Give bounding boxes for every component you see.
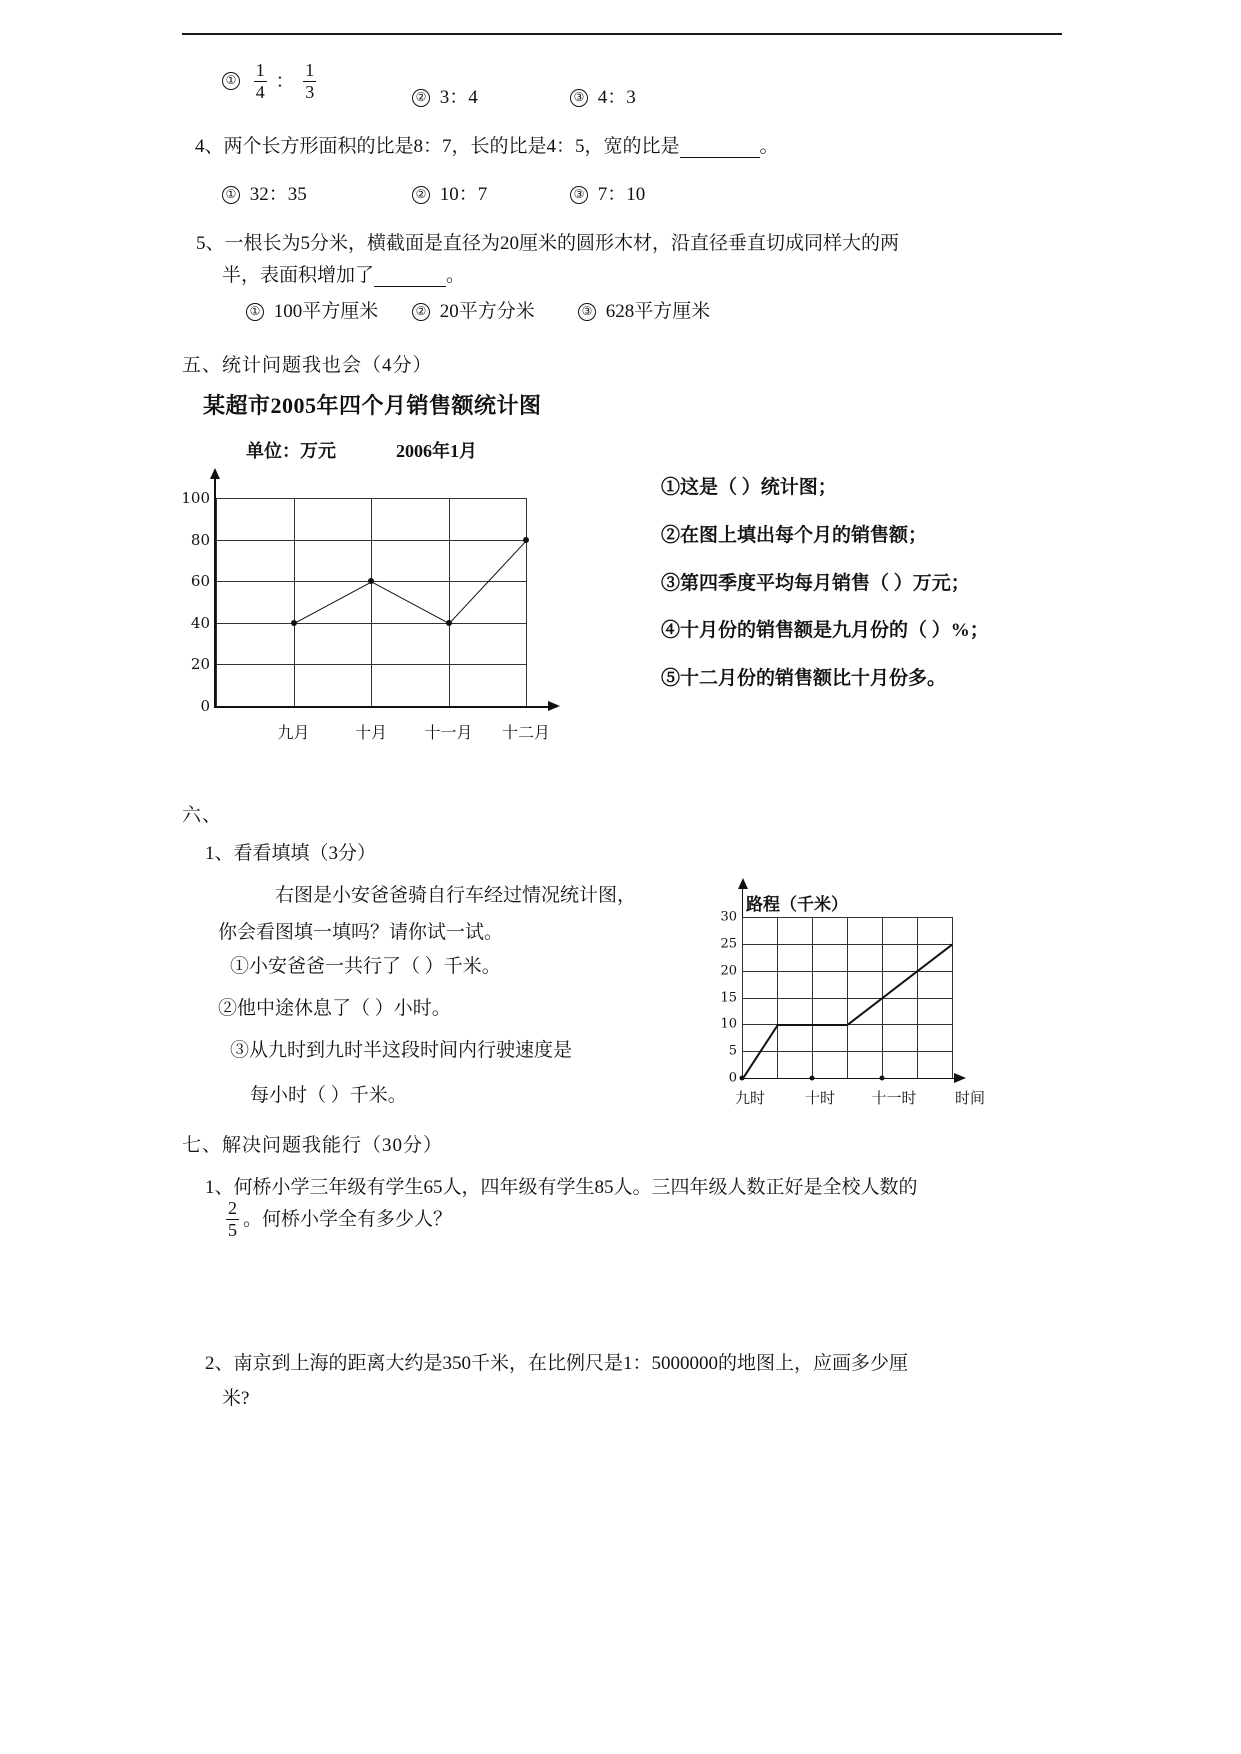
x-tick-label: 九时 [734,1091,766,1107]
q1-text: 何桥小学三年级有学生65人，四年级有学生85人。三四年级人数正好是全校人数的 [233,1177,918,1198]
option-text: 4：3 [597,87,636,108]
chart1-unit-label: 单位：万元 [246,441,336,461]
gridline-v5 [917,917,918,1078]
section6-paragraph-2: 你会看图填一填吗？请你试一试。 [218,922,504,943]
x-tick-label: 十月 [354,725,388,742]
q4-option-2 [412,179,487,206]
q4-text: 两个长方形面积的比是8：7，长的比是4：5，宽的比是 [223,136,680,157]
answer-blank[interactable] [374,286,446,287]
option-marker: ② [412,303,430,321]
y-tick-label: 60 [190,572,210,591]
fraction-denominator: 5 [228,1219,237,1240]
x-axis-arrow-icon [954,1073,966,1083]
section6-q1-title [205,838,376,865]
option-text: 628平方厘米 [605,301,711,322]
chart1-x-axis [214,706,550,708]
q3-option-1 [222,62,320,103]
y-tick-label: 40 [190,613,210,632]
x-tick-label: 九月 [277,725,310,742]
option-marker: ③ [570,186,588,204]
sales-line-chart [181,470,596,742]
q5-option-3 [578,296,710,323]
gridline-sep [371,498,372,706]
section7-q2-line2: 米? [222,1388,250,1409]
x-tick-label: 十一时 [871,1091,917,1107]
gridline-sep [294,498,295,706]
y-tick-label: 0 [728,1070,737,1086]
y-tick-label: 80 [190,530,210,549]
series-segment [847,944,953,1026]
fraction-one-third [301,61,318,102]
data-point [740,1076,745,1081]
q4-number: 4、 [195,136,224,157]
q4-stem [195,131,779,158]
x-tick-label: 十一月 [424,725,473,742]
q1-number: 1、 [205,1177,234,1198]
q1-number: 1、 [205,843,234,864]
y-tick-label: 25 [720,936,737,952]
y-tick-label: 30 [720,909,737,925]
y-tick-label: 20 [720,963,737,979]
option-text: 100平方厘米 [273,301,379,322]
section5-question-1: ①这是（ ）统计图； [661,477,837,498]
gridline-sep [526,498,527,706]
distance-time-chart [700,895,986,1115]
series-segment [371,581,449,623]
section6-item-3: ③从九时到九时半这段时间内行驶速度是 [230,1040,573,1061]
fraction-numerator: 1 [255,60,265,80]
gridline-v0 [742,917,743,1078]
q1-tail-text: 。何桥小学全有多少人？ [243,1208,453,1230]
chart1-title: 某超市2005年四个月销售额统计图 [203,393,542,418]
q1-title-text: 看看填填（3分） [233,843,377,864]
q5-option-2 [412,296,535,323]
chart2-title: 路程（千米） [746,895,848,914]
q4-option-1 [222,179,307,206]
ratio-separator: ： [275,70,295,92]
q5-stem-line2 [222,260,465,287]
gridline-v6 [952,917,953,1078]
answer-blank[interactable] [680,157,760,158]
series-segment [294,581,372,623]
y-tick-label: 100 [181,489,210,507]
x-axis-marker [880,1076,885,1081]
section6-paragraph-1: 右图是小安爸爸骑自行车经过情况统计图， [275,885,637,906]
x-tick-label: 十时 [804,1091,836,1107]
section-six-heading: 六、 [182,805,223,826]
q2-number: 2、 [205,1353,234,1374]
section7-q1-line2 [222,1200,452,1241]
option-marker: ③ [570,89,588,107]
gridline-v2 [812,917,813,1078]
fraction-numerator: 2 [228,1198,237,1218]
option-marker: ① [246,303,264,321]
option-marker: ① [222,72,240,90]
x-axis-arrow-icon [548,701,560,711]
header-rule [182,33,1062,35]
option-text: 32：35 [249,184,307,205]
option-text: 20平方分米 [439,301,535,322]
data-point [368,578,374,584]
fraction-numerator: 1 [305,60,315,80]
section-seven-heading: 七、解决问题我能行（30分） [182,1135,444,1156]
gridline-sep [449,498,450,706]
q5-text-b: 半，表面积增加了 [222,265,375,286]
q2-text: 南京到上海的距离大约是350千米，在比例尺是1：5000000的地图上，应画多少厘 [233,1353,909,1374]
section5-question-5: ⑤十二月份的销售额比十月份多。 [661,668,947,689]
fraction-denominator: 4 [255,81,265,102]
section-five-heading: 五、统计问题我也会（4分） [182,355,433,376]
x-axis-marker [810,1076,815,1081]
section6-item-2: ②他中途休息了（ ）小时。 [218,998,451,1019]
y-tick-label: 15 [720,990,737,1005]
fraction-denominator: 3 [305,81,315,102]
chart2-grid [720,909,986,1107]
section5-question-3: ③第四季度平均每月销售（ ）万元； [661,573,970,594]
q4-text-end: 。 [759,136,779,157]
option-text: 3：4 [439,87,478,108]
chart2-x-axis [742,1078,956,1079]
q3-option-2 [412,82,478,109]
section5-question-4: ④十月份的销售额是九月份的（ ）%； [661,620,989,641]
data-point [291,620,297,626]
option-text: 7：10 [597,184,646,205]
gridline-v0 [216,498,217,706]
q5-text: 一根长为5分米，横截面是直径为20厘米的圆形木材，沿直径垂直切成同样大的两 [224,233,900,254]
fraction-two-fifths [224,1199,241,1240]
chart1-date-label: 2006年1月 [396,441,477,461]
option-marker: ③ [578,303,596,321]
option-marker: ② [412,186,430,204]
q5-number: 5、 [196,233,225,254]
y-axis-arrow-icon [738,878,748,889]
series-segment-rest [777,1024,847,1026]
section6-item-4: 每小时（ ）千米。 [250,1085,407,1106]
q5-option-1 [246,296,378,323]
data-point [446,620,452,626]
x-tick-label: 十二月 [501,725,551,742]
y-tick-label: 0 [200,697,210,715]
q3-option-3 [570,82,636,109]
y-tick-label: 5 [728,1043,737,1059]
y-tick-label: 10 [720,1016,737,1032]
q4-option-3 [570,179,645,206]
fraction-one-quarter [252,61,269,102]
section7-q2-line1 [205,1348,908,1375]
section6-item-1: ①小安爸爸一共行了（ ）千米。 [230,956,501,977]
section7-q1-line1 [205,1172,918,1199]
gridline-v3 [847,917,848,1078]
data-point [523,537,529,543]
x-axis-label: 时间 [954,1091,986,1107]
q5-stem-line1 [196,228,899,255]
q5-text-end: 。 [446,265,466,286]
option-marker: ① [222,186,240,204]
section5-question-2: ②在图上填出每个月的销售额； [661,525,928,546]
y-tick-label: 20 [190,655,210,674]
y-axis-arrow-icon [210,468,220,479]
chart1-grid [181,489,551,742]
gridline-v1 [777,917,778,1078]
option-text: 10：7 [439,184,488,205]
option-marker: ② [412,89,430,107]
